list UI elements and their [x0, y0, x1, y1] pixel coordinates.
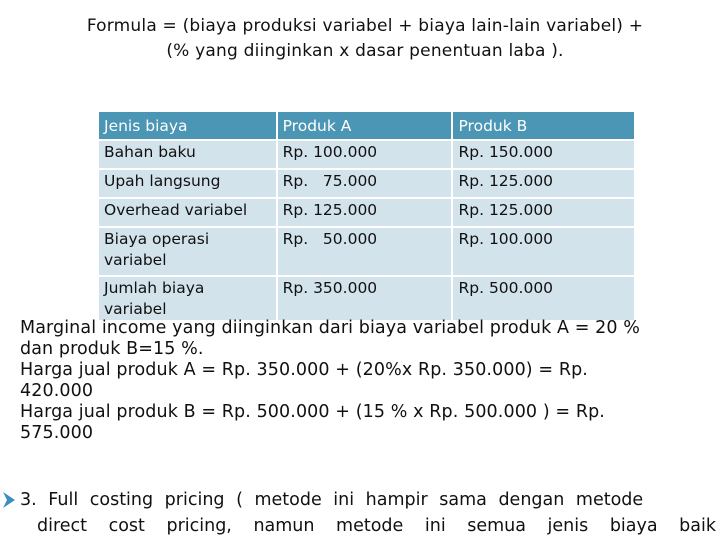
arrow-bullet-icon	[2, 491, 16, 509]
note-line: 575.000	[20, 423, 94, 443]
cell-product-a: Rp. 100.000	[277, 140, 453, 169]
header-product-b: Produk B	[452, 111, 635, 140]
cell-product-b: Rp. 100.000	[452, 227, 635, 276]
cell-product-b: Rp. 150.000	[452, 140, 635, 169]
calculation-notes	[20, 318, 710, 444]
cell-cost-type: Overhead variabel	[98, 198, 277, 227]
note-line: Harga jual produk B = Rp. 500.000 + (15 % x Rp. 500.000 ) = Rp.	[20, 402, 605, 422]
header-product-a: Produk A	[277, 111, 453, 140]
header-cost-type: Jenis biaya	[98, 111, 277, 140]
cell-product-b: Rp. 125.000	[452, 169, 635, 198]
formula-line-2: (% yang diinginkan x dasar penentuan laba ).	[166, 41, 564, 61]
table-row	[98, 140, 635, 169]
cost-table	[97, 110, 636, 322]
point-line-1: 3. Full costing pricing ( metode ini hampir sama dengan metode	[20, 490, 644, 510]
cell-product-b: Rp. 500.000	[452, 276, 635, 321]
table-row	[98, 198, 635, 227]
table-row	[98, 169, 635, 198]
note-line: dan produk B=15 %.	[20, 339, 204, 359]
cell-cost-type: Bahan baku	[98, 140, 277, 169]
table-row-total	[98, 276, 635, 321]
table-header-row	[98, 111, 635, 140]
cell-cost-type: Jumlah biaya variabel	[98, 276, 277, 321]
note-line: Harga jual produk A = Rp. 350.000 + (20%x Rp. 350.000) = Rp.	[20, 360, 588, 380]
cell-product-a: Rp. 75.000	[277, 169, 453, 198]
cell-product-a: Rp. 350.000	[277, 276, 453, 321]
note-line: 420.000	[20, 381, 94, 401]
cell-cost-type: Biaya operasi variabel	[98, 227, 277, 276]
cell-product-a: Rp. 125.000	[277, 198, 453, 227]
formula-line-1: Formula = (biaya produksi variabel + biaya lain-lain variabel) +	[86, 16, 644, 36]
point-line-2: direct cost pricing, namun metode ini semua jenis biaya baik	[37, 516, 716, 536]
cell-product-a: Rp. 50.000	[277, 227, 453, 276]
table-row	[98, 227, 635, 276]
cell-product-b: Rp. 125.000	[452, 198, 635, 227]
bullet-point-full-costing	[20, 487, 716, 539]
cell-cost-type: Upah langsung	[98, 169, 277, 198]
note-line: Marginal income yang diinginkan dari biaya variabel produk A = 20 %	[20, 318, 641, 338]
formula-heading	[20, 14, 710, 64]
